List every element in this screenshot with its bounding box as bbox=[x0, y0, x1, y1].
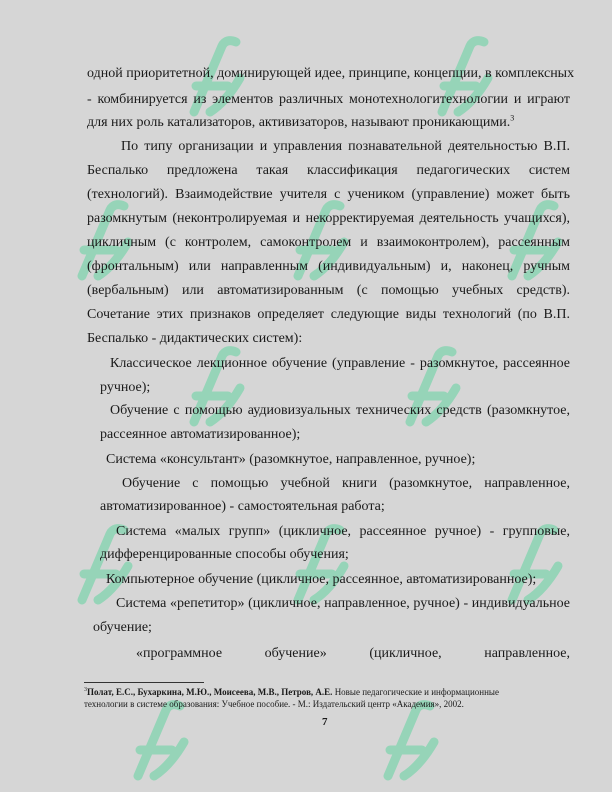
body-text-line bbox=[87, 115, 514, 131]
body-text-line: (вербальным) или автоматизированным (с помощью учебных средств). bbox=[87, 283, 570, 298]
footnote-separator bbox=[84, 682, 204, 683]
footnote-line bbox=[84, 687, 499, 698]
body-text-line: одной приоритетной, доминирующей идее, принципе, концепции, в комплексных bbox=[87, 66, 575, 81]
body-text-line: цикличным (с контролем, самоконтролем и взаимоконтролем), рассеянным bbox=[87, 235, 570, 250]
list-item-line: дифференцированные способы обучения; bbox=[100, 547, 349, 562]
list-item-line: ручное); bbox=[100, 380, 151, 395]
page-number: 7 bbox=[322, 716, 328, 728]
footnote-number: 3 bbox=[84, 687, 87, 693]
list-item-line: рассеянное автоматизированное); bbox=[100, 427, 301, 442]
footnote-line: технологии в системе образования: Учебное пособие. - М.: Издательский центр «Академия», 2002. bbox=[84, 699, 464, 709]
footnote-authors: Полат, Е.С., Бухаркина, М.Ю., Моисеева, М.В., Петров, А.Е. bbox=[87, 687, 333, 697]
list-item-line: Система «репетитор» (цикличное, направленное, ручное) - индивидуальное bbox=[116, 596, 570, 611]
body-text: для них роль катализаторов, активизаторов, называют проникающими. bbox=[87, 115, 511, 130]
list-item-line: «программное обучение» (цикличное, направленное, bbox=[136, 646, 570, 661]
body-text-line: (фронтальным) или направленным (индивидуальным) и, наконец, ручным bbox=[87, 259, 570, 274]
body-text-line: - комбинируется из элементов различных монотехнологитехнологии и играют bbox=[87, 92, 570, 107]
list-item-line: Система «консультант» (разомкнутое, направленное, ручное); bbox=[106, 452, 476, 467]
footnote-title: Новые педагогические и информационные bbox=[332, 687, 499, 697]
list-item-line: Обучение с помощью учебной книги (разомкнутое, направленное, bbox=[122, 476, 570, 491]
list-item-line: Классическое лекционное обучение (управление - разомкнутое, рассеянное bbox=[110, 356, 570, 371]
list-item-line: обучение; bbox=[93, 620, 152, 635]
body-text-line: По типу организации и управления познавательной деятельностью В.П. bbox=[121, 139, 570, 154]
list-item-line: Система «малых групп» (цикличное, рассеянное ручное) - групповые, bbox=[116, 524, 570, 539]
body-text-line: (технологий). Взаимодействие учителя с учеником (управление) может быть bbox=[87, 187, 570, 202]
body-text-line: Сочетание этих признаков определяет следующие виды технологий (по В.П. bbox=[87, 307, 570, 322]
body-text-line: Беспалько - дидактических систем): bbox=[87, 331, 303, 346]
footnote-reference: 3 bbox=[510, 113, 515, 123]
body-text-line: Беспалько предложена такая классификация педагогических систем bbox=[87, 163, 570, 178]
list-item-line: автоматизированное) - самостоятельная работа; bbox=[100, 499, 385, 514]
list-item-line: Обучение с помощью аудиовизуальных технических средств (разомкнутое, bbox=[110, 403, 570, 418]
body-text-line: разомкнутым (неконтролируемая и некорректируемая деятельность учащихся), bbox=[87, 211, 570, 226]
list-item-line: Компьютерное обучение (цикличное, рассеянное, автоматизированное); bbox=[106, 572, 537, 587]
